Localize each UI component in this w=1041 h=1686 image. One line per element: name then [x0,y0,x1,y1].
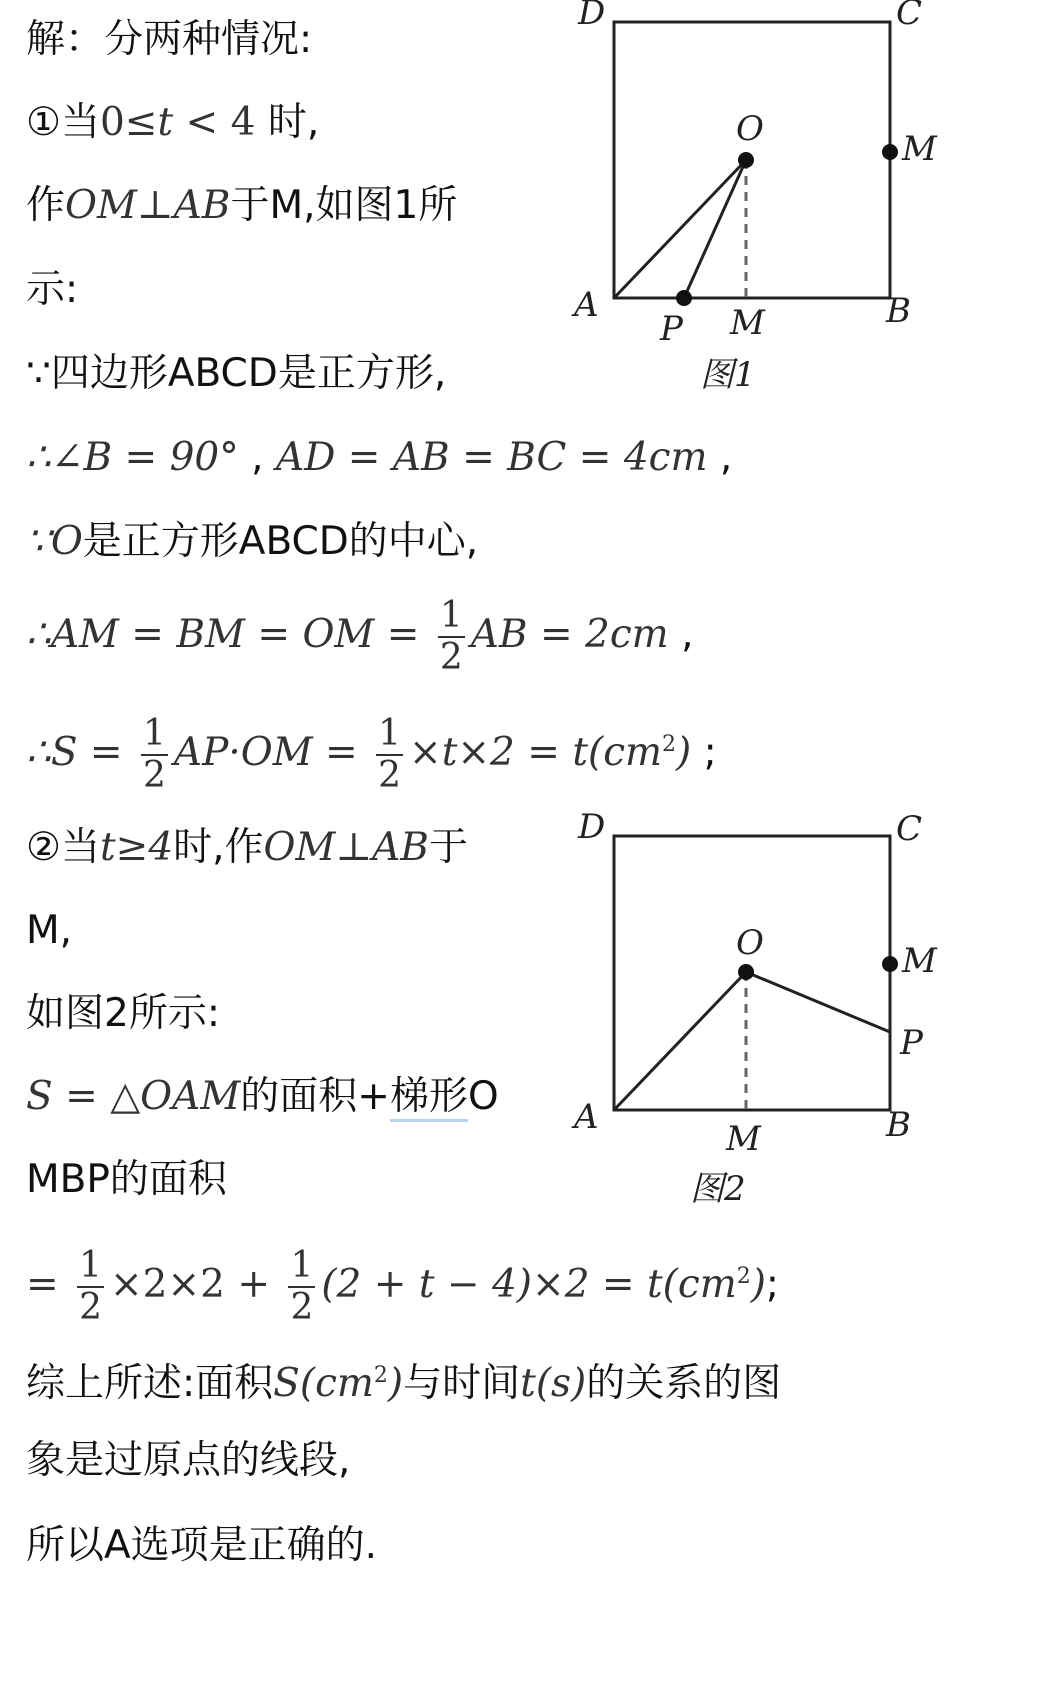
conclusion-line-2: 象是过原点的线段, [26,1438,351,1483]
half-side-equation: ∴AM = BM = OM = $\frac{1}{2}$ AB = 2cm , [26,594,694,678]
fraction-half: $\frac{1}{2}$ [290,1244,314,1328]
point-p [676,290,692,306]
figure-2-caption: 图2 [690,1169,746,1209]
solution-intro: 解：分两种情况: [26,17,313,62]
angle-side-equation: ∴∠B = 90° , AD = AB = BC = 4cm , [26,435,733,480]
area-case1-equation: ∴S = $\frac{1}{2}$ AP·OM = $\frac{1}{2}$ $\times t\times 2 = t(cm^2)$ ; [26,712,717,796]
area-case2-equation: = $\frac{1}{2}$ ×2×2 + $\frac{1}{2}$ $(2 + t - 4)\times 2 = t(cm^2)$; [26,1244,780,1328]
label-d: D [578,0,606,33]
trapezoid-link[interactable]: 梯形 [390,1074,468,1122]
label-m-side: M [902,129,937,169]
case1-construction: 作OM⊥AB于M,如图1所 [26,183,458,228]
label-p: P [660,309,683,349]
label-p: P [900,1023,923,1063]
figure-2 [560,810,1020,1220]
area-case2-statement: S = △OAM的面积+梯形O [26,1071,499,1123]
label-b: B [886,1105,911,1145]
segment-po [684,160,746,298]
label-m-bottom: M [726,1119,761,1159]
label-c: C [896,0,923,33]
answer-line: 所以A选项是正确的. [26,1523,378,1568]
label-o: O [736,109,764,149]
center-statement: ∵O是正方形ABCD的中心, [26,519,479,564]
label-c: C [896,810,923,849]
fraction-half: $\frac{1}{2}$ [143,712,166,796]
point-o [738,964,754,980]
case2-construction-cont: M, [26,908,73,953]
point-o [738,152,754,168]
segment-ao [614,972,746,1110]
figure-1-caption: 图1 [700,355,756,395]
segment-ao [614,160,746,298]
case2-condition: ②当t≥4时,作OM⊥AB于 [26,825,468,870]
label-b: B [886,291,911,331]
square-statement: ∵四边形ABCD是正方形, [26,351,447,396]
area-case2-statement-cont: MBP的面积 [26,1157,227,1202]
label-d: D [578,810,606,847]
label-o: O [736,923,764,963]
figure-1 [560,0,1020,410]
conclusion-line-1: 综上所述:面积$S(cm^2)$与时间t(s)的关系的图 [26,1361,782,1406]
label-m-side: M [902,941,937,981]
case2-figure-ref: 如图2所示: [26,991,220,1036]
label-a: A [574,285,599,325]
case1-condition: ①当0≤t < 4 时, [26,100,320,145]
point-m-side [882,956,898,972]
fraction-half: $\frac{1}{2}$ [378,712,402,796]
case1-construction-cont: 示: [26,267,79,312]
segment-op [746,972,890,1032]
fraction-half: $\frac{1}{2}$ [439,594,463,678]
fraction-half: $\frac{1}{2}$ [79,1244,102,1328]
label-m-bottom: M [730,303,765,343]
label-a: A [574,1097,599,1137]
point-m-side [882,144,898,160]
